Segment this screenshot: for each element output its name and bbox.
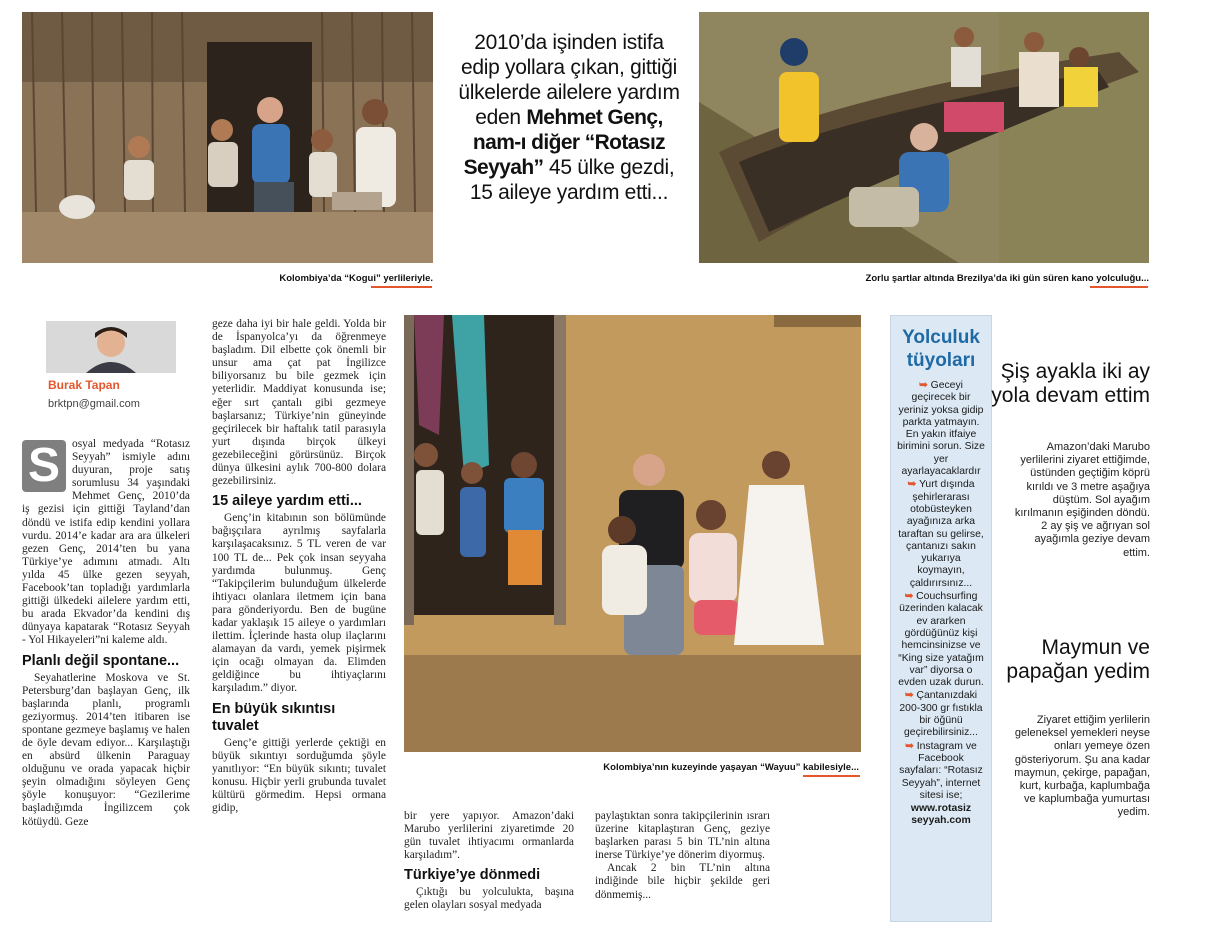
author-name: Burak Tapan [48, 378, 120, 392]
article-column-1 [22, 438, 190, 829]
photo-wayuu-tribe [404, 315, 861, 752]
paragraph: Genç’e gittiği yerlerde çektiği en büyük sıkıntıyı sorduğumda şöyle yanıtlıyor: “En büyük sıkıntı; tuvalet konusu. Hiçbir yerli grubunda tuvalet kültürü görmedim. Hepsi ormana gidip, [212, 736, 386, 814]
paragraph: geze daha iyi bir hale geldi. Yolda bir de İspanyolca’yı da öğrenmeye başladım. Dil elbette çok önemli bir unsur ama çat pat İngilizce biliyorsanız bu bile gezmek için yeterlidir. Maddiyat konusunda ise; eğer sırt çantalı gibi gezmeye başlarsanız; Türkiye’nin güneyinde geçirilecek bir haftalık tatil parasıyla yurt dışında birçok ülkeyi gezebileceğini görürsünüz. Birçok dünya ülkesini aylık 700-800 dolara gezebilirsiniz. [212, 318, 386, 488]
tip-item: ➥ Yurt dışında şehirlerarası otobüsteyken ayağınıza arka taraftan su gelirse, çantanızı sakın yukarıya koymayın, çaldırırsınız... [898, 479, 984, 589]
tips-list [897, 380, 985, 828]
article-column-4 [595, 810, 770, 902]
tip-item: ➥ Couchsurfing üzerinden kalacak ev ararken gördüğünüz kişi hemcinsinizse ve “King size yatağım var” diyorsa o evden uzak durun. [898, 591, 984, 689]
caption-underline [803, 775, 860, 777]
subhead-yardim: 15 aileye yardım etti... [212, 493, 362, 510]
paragraph: Ancak 2 bin TL’nin altına indiğinde bile hiçbir şekilde geri dönmemiş... [595, 862, 770, 901]
photo-kogui-family [22, 12, 433, 263]
tip-item: ➥ Instagram ve Facebook sayfaları: “Rotasız Seyyah”, internet sitesi ise; [899, 740, 983, 801]
lead-paragraph [22, 438, 190, 648]
article-column-2 [212, 318, 386, 815]
tip-item: ➥ Geceyi geçirecek bir yeriniz yoksa gidip parkta yatmayın. En yakın itfaiye birimini sorun. Size yer ayarlayacaklardır [897, 380, 985, 478]
subhead-turkiye: Türkiye’ye dönmedi [404, 867, 541, 884]
travel-tips-box [890, 315, 992, 922]
caption-photo-kogui: Kolombiya’da “Kogui” yerlileriyle. [279, 273, 433, 284]
author-email: brktpn@gmail.com [48, 398, 140, 410]
arrow-icon: ➥ [907, 479, 920, 491]
sidebar-text-2: Ziyaret ettiğim yerlilerin geleneksel yemekleri neyse onları yemeye özen gösteriyorum. Şu ana kadar maymun, çekirge, papağan, kurt, kurbağa, kaplumbağa ve kaplumbağa yumurtası yedim. [1014, 714, 1150, 819]
subhead-planli: Planlı değil spontane... [22, 652, 180, 669]
intro-bold: Mehmet Genç, nam-ı diğer “Rotasız Seyyah” [463, 106, 666, 179]
arrow-icon: ➥ [905, 740, 917, 752]
arrow-icon: ➥ [919, 380, 931, 391]
arrow-icon: ➥ [904, 690, 917, 702]
website-link[interactable]: www.rotasiz seyyah.com [910, 803, 972, 827]
article-column-3 [404, 810, 574, 913]
intro-line-2: 45 ülke gezdi, 15 aileye yardım etti... [469, 156, 675, 204]
paragraph: Seyahatlerine Moskova ve St. Petersburg’dan başlayan Genç, ilk başlarında planlı, programlı geziyormuş. 2014’ten itibaren ise spontane gezmeye başlamış ve halen de öyle devam ediyor... Karşılaştığı en absürd ülkenin Paraguay olduğunu ve orada yapacak hiçbir şeyin olmadığını söyleyen Genç şöyle konuşuyor: “Gezilerime başladığımda İngilizcem çok kötüydü. Geze [22, 671, 190, 828]
lead-text: osyal medyada “Rotasız Seyyah” ismiyle adını duyuran, proje satış sorumlusu 34 yaşındaki Mehmet Genç, 2010’da iş gezisi için gittiği Tayland’dan döndü ve istifa edip kendini yollara vurdu. 2014’e kadar ara ara ülkeleri gezen Genç, 2014’ten bu yana Türkiye’ye adımını atmadı. Altı yılda 45 ülke gezen seyyah, Facebook’tan topladığı yardımlarla gittiği ülkedeki ailelere yardım etti, bu arada Ekvador’da kendini dış dünyaya kapatarak “Rotasız Seyyah - Yol Hikayeleri”ni kaleme aldı. [22, 438, 190, 647]
caption-photo-canoe: Zorlu şartlar altında Brezilya’da iki gün süren kano yolculuğu... [865, 273, 1149, 284]
intro-line-1: 2010’da işinden istifa edip yollara çıkan, gittiği ülkelerde ailelere yardım eden [458, 31, 680, 129]
intro-summary [455, 30, 683, 205]
caption-photo-wayuu: Kolombiya’nın kuzeyinde yaşayan “Wayuu” kabilesiyle... [603, 762, 859, 773]
drop-cap: S [22, 440, 66, 492]
tips-title: Yolculuk tüyoları [902, 327, 980, 371]
caption-underline [371, 286, 432, 288]
sidebar-heading-2: Maymun ve papağan yedim [1006, 636, 1150, 683]
tip-item: ➥ Çantanızdaki 200-300 gr fıstıkla bir öğünü geçirebilirsiniz... [899, 690, 983, 739]
paragraph: Genç’in kitabının son bölümünde bağışçılara ayrılmış sayfalarla karşılaşacaksınız. 5 TL veren de var 100 TL de... Pek çok insan seyyaha yardımda bulunmuş. Genç “Takipçilerim bulunduğum ülkelerde ihtiyacı olanlara iletmem için bana para gönderiyordu. Ben de bugüne kadar yaklaşık 15 aileye o yardımları ilettim. İçlerinde hasta olup ilaçlarını alamayan da vardı, yemek pişirmek için ocağı olmayan da. Elimden geldiğince bu ihtiyaçlarını karşıladım.” diyor. [212, 512, 386, 695]
author-photo [46, 321, 176, 373]
photo-canoe-brazil [699, 12, 1149, 263]
paragraph: bir yere yapıyor. Amazon’daki Marubo yerlilerini ziyaretimde 20 gün tuvalet ihtiyacımı ormanlarda karşıladım”. [404, 810, 574, 862]
subhead-tuvalet: En büyük sıkıntısı tuvalet [212, 700, 336, 734]
arrow-icon: ➥ [904, 591, 917, 603]
caption-underline [1090, 286, 1148, 288]
paragraph: Çıktığı bu yolculukta, başına gelen olayları sosyal medyada [404, 886, 574, 912]
paragraph: paylaştıktan sonra takipçilerinin ısrarı üzerine kitaplaştıran Genç, geziye başlarken parası 5 bin TL’nin altına inerse Türkiye’ye dönerim diyormuş. [595, 810, 770, 862]
sidebar-text-1: Amazon’daki Marubo yerlilerini ziyaret ettiğimde, üstünden geçtiğim köprü kırıldı ve 3 metre aşağıya düştüm. Sol ayağım kırılmanın eşiğinden döndü. 2 ay şiş ve ağrıyan sol ayağımla geziye devam ettim. [1014, 441, 1150, 559]
sidebar-heading-1: Şiş ayakla iki ay yola devam ettim [991, 360, 1150, 407]
